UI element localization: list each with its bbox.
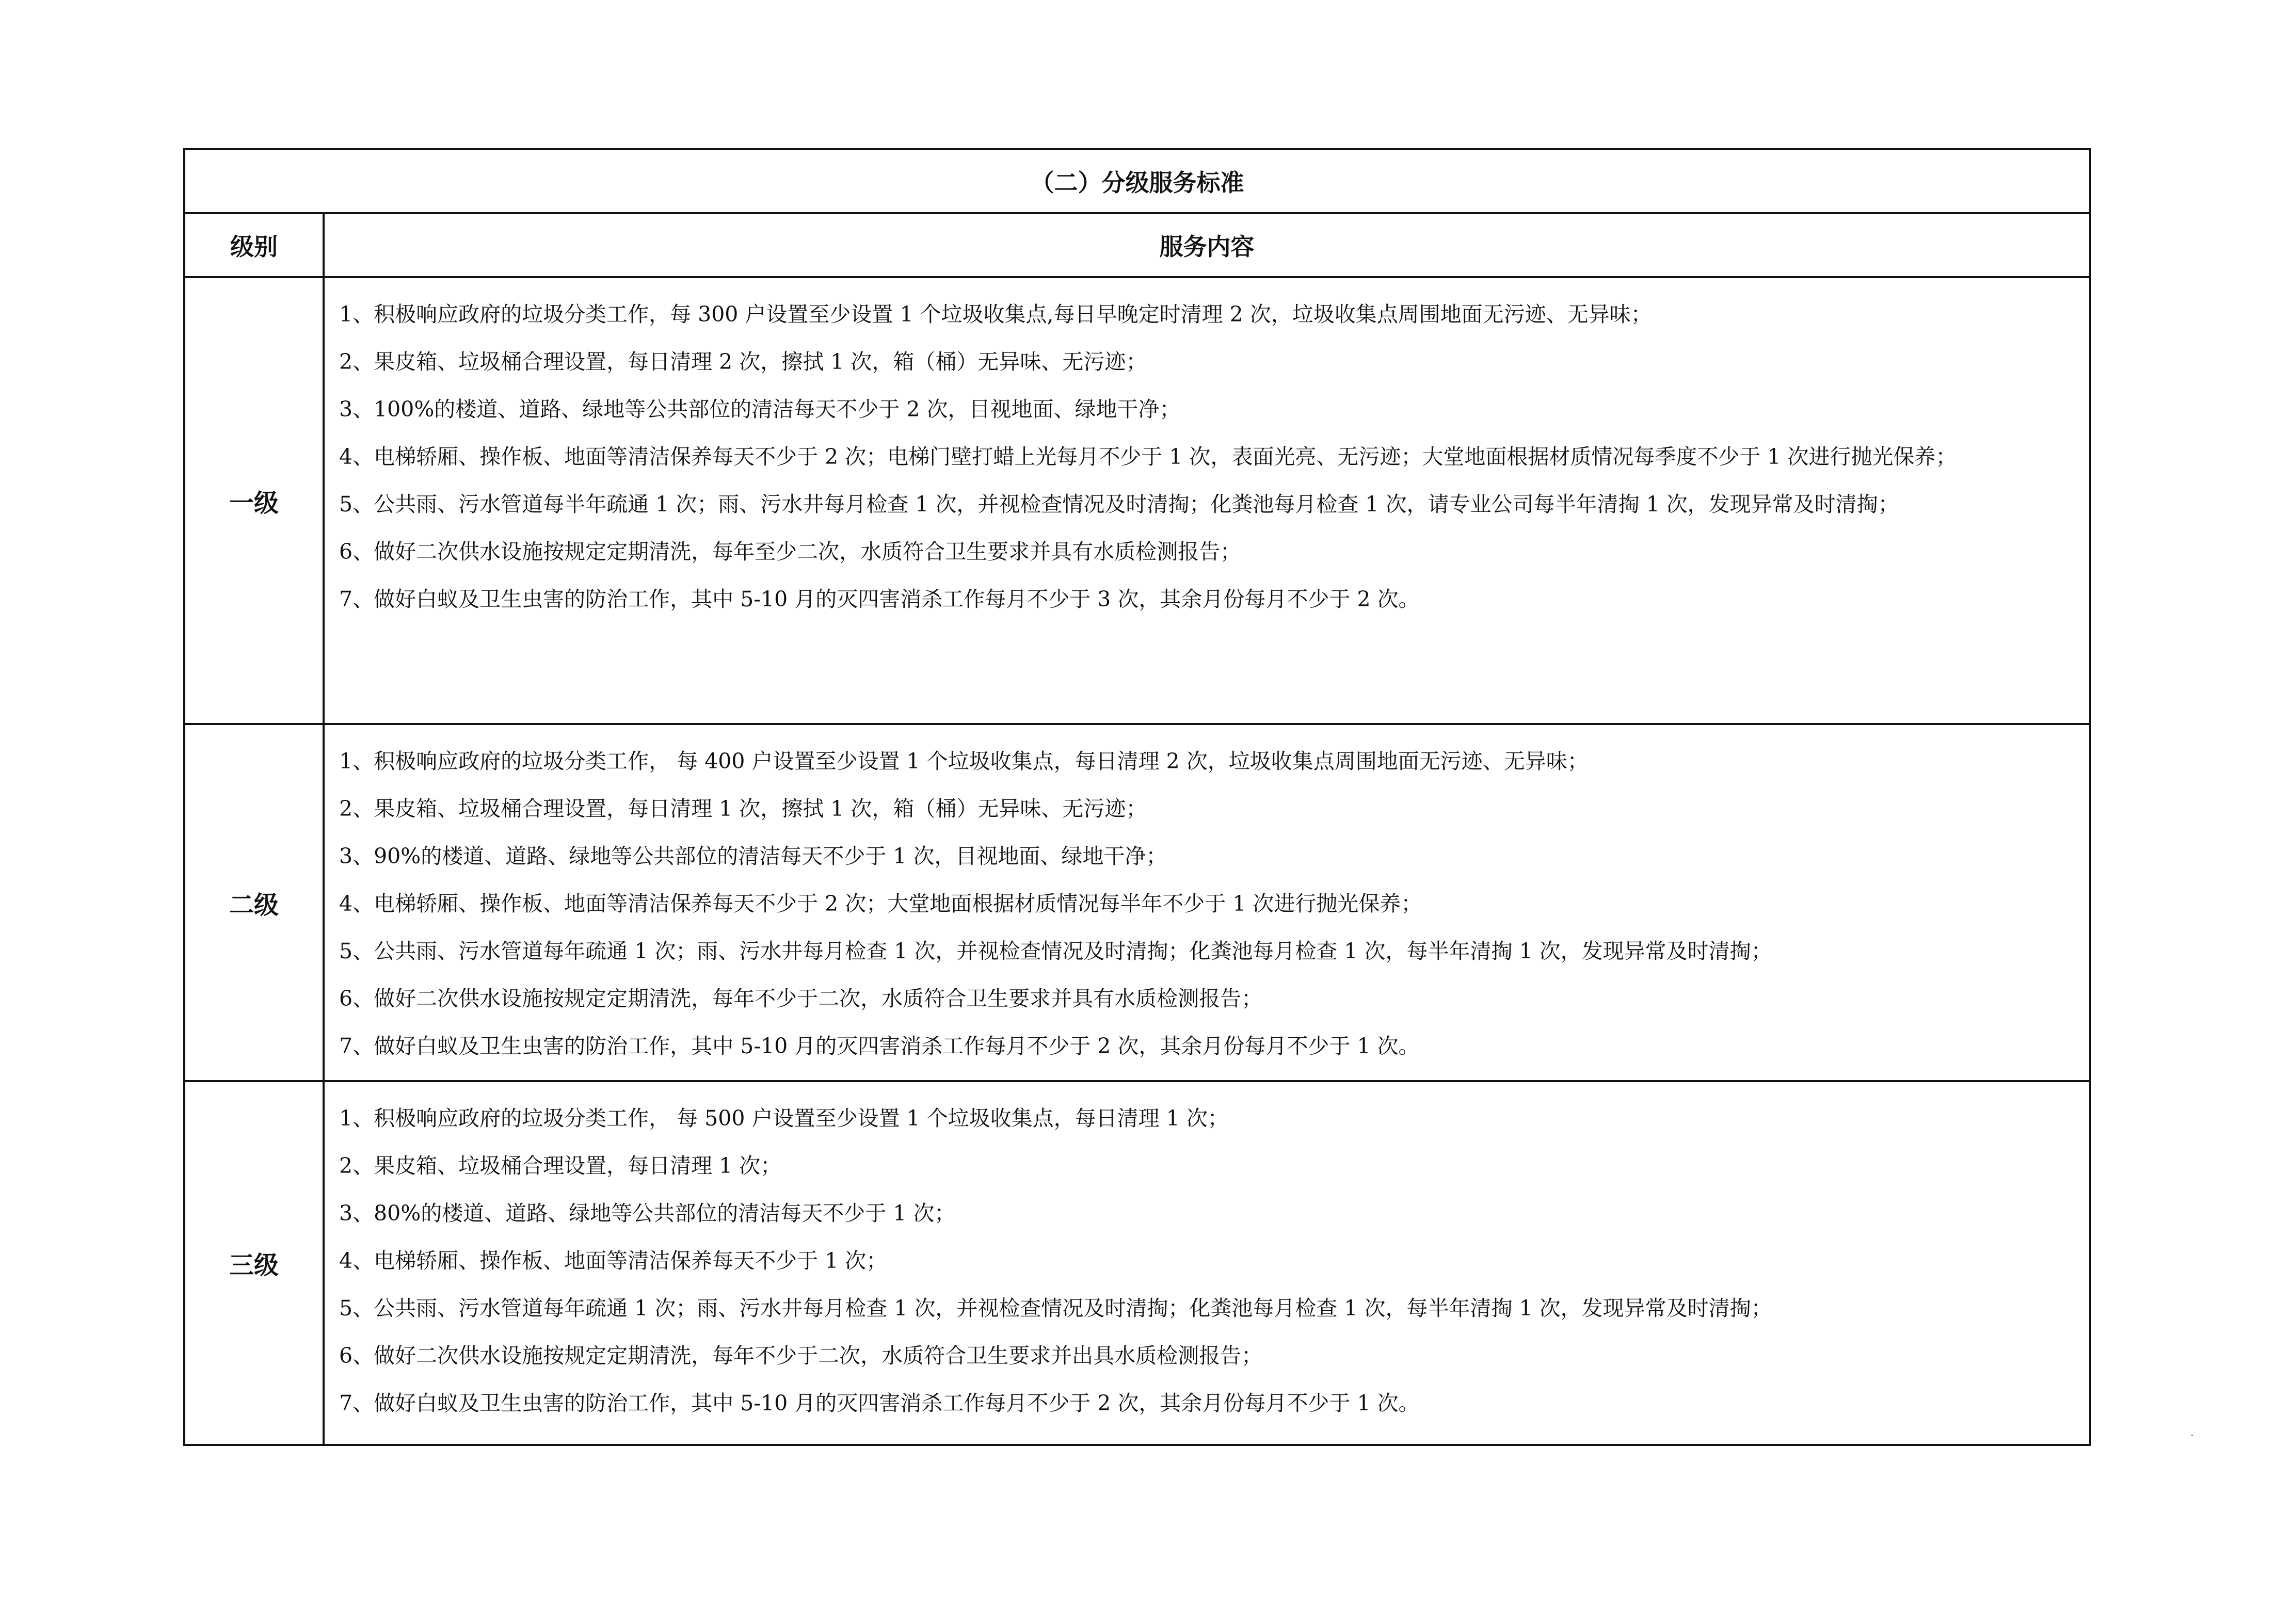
list-item: 4、电梯轿厢、操作板、地面等清洁保养每天不少于 2 次；大堂地面根据材质情况每半年不少于 1 次进行抛光保养； <box>339 891 1422 916</box>
list-item: 7、做好白蚁及卫生虫害的防治工作，其中 5-10 月的灭四害消杀工作每月不少于 3 次，其余月份每月不少于 2 次。 <box>339 587 1420 612</box>
list-item: 5、公共雨、污水管道每半年疏通 1 次；雨、污水井每月检查 1 次，并视检查情况及时清掏；化粪池每月检查 1 次，请专业公司每半年清掏 1 次，发现异常及时清掏； <box>339 492 1899 517</box>
list-item: 1、积极响应政府的垃圾分类工作， 每 400 户设置至少设置 1 个垃圾收集点，每日清理 2 次，垃圾收集点周围地面无污迹、无异味； <box>339 749 1589 774</box>
list-item: 1、积极响应政府的垃圾分类工作， 每 500 户设置至少设置 1 个垃圾收集点，每日清理 1 次； <box>339 1106 1229 1131</box>
list-item: 5、公共雨、污水管道每年疏通 1 次；雨、污水井每月检查 1 次，并视检查情况及时清掏；化粪池每月检查 1 次，每半年清掏 1 次，发现异常及时清掏； <box>339 1296 1772 1321</box>
scan-speck <box>2191 1435 2193 1436</box>
list-item: 2、果皮箱、垃圾桶合理设置，每日清理 1 次，擦拭 1 次，箱（桶）无异味、无污迹； <box>339 796 1147 821</box>
table-title: （二）分级服务标准 <box>184 149 2090 213</box>
list-item: 1、积极响应政府的垃圾分类工作，每 300 户设置至少设置 1 个垃圾收集点,每日早晚定时清理 2 次，垃圾收集点周围地面无污迹、无异味； <box>339 302 1652 327</box>
service-content <box>324 1081 2090 1445</box>
header-content: 服务内容 <box>324 213 2090 277</box>
level-label: 一级 <box>184 277 324 724</box>
list-item: 6、做好二次供水设施按规定定期清洗，每年不少于二次，水质符合卫生要求并出具水质检测报告； <box>339 1343 1263 1368</box>
list-item: 6、做好二次供水设施按规定定期清洗，每年至少二次，水质符合卫生要求并具有水质检测报告； <box>339 539 1242 564</box>
list-item: 5、公共雨、污水管道每年疏通 1 次；雨、污水井每月检查 1 次，并视检查情况及时清掏；化粪池每月检查 1 次，每半年清掏 1 次，发现异常及时清掏； <box>339 939 1772 963</box>
list-item: 2、果皮箱、垃圾桶合理设置，每日清理 2 次，擦拭 1 次，箱（桶）无异味、无污迹； <box>339 349 1147 374</box>
title-row <box>184 149 2090 213</box>
service-content <box>324 277 2090 724</box>
list-item: 7、做好白蚁及卫生虫害的防治工作，其中 5-10 月的灭四害消杀工作每月不少于 2 次，其余月份每月不少于 1 次。 <box>339 1034 1420 1058</box>
list-item: 3、80%的楼道、道路、绿地等公共部位的清洁每天不少于 1 次； <box>339 1201 956 1226</box>
table-row-level-3 <box>184 1081 2090 1445</box>
list-item: 6、做好二次供水设施按规定定期清洗，每年不少于二次，水质符合卫生要求并具有水质检测报告； <box>339 986 1263 1011</box>
table-row-level-1 <box>184 277 2090 724</box>
header-row <box>184 213 2090 277</box>
level-label: 二级 <box>184 724 324 1081</box>
header-level: 级别 <box>184 213 324 277</box>
list-item: 3、90%的楼道、道路、绿地等公共部位的清洁每天不少于 1 次，目视地面、绿地干净； <box>339 844 1167 869</box>
list-item: 3、100%的楼道、道路、绿地等公共部位的清洁每天不少于 2 次，目视地面、绿地干净； <box>339 397 1181 422</box>
list-item: 4、电梯轿厢、操作板、地面等清洁保养每天不少于 2 次；电梯门壁打蜡上光每月不少于 1 次，表面光亮、无污迹；大堂地面根据材质情况每季度不少于 1 次进行抛光保养； <box>339 444 1957 469</box>
service-content <box>324 724 2090 1081</box>
list-item: 2、果皮箱、垃圾桶合理设置，每日清理 1 次； <box>339 1153 782 1178</box>
service-standard-table <box>183 148 2091 1446</box>
list-item: 4、电梯轿厢、操作板、地面等清洁保养每天不少于 1 次； <box>339 1248 888 1273</box>
level-label: 三级 <box>184 1081 324 1445</box>
list-item: 7、做好白蚁及卫生虫害的防治工作，其中 5-10 月的灭四害消杀工作每月不少于 2 次，其余月份每月不少于 1 次。 <box>339 1391 1420 1416</box>
table-row-level-2 <box>184 724 2090 1081</box>
